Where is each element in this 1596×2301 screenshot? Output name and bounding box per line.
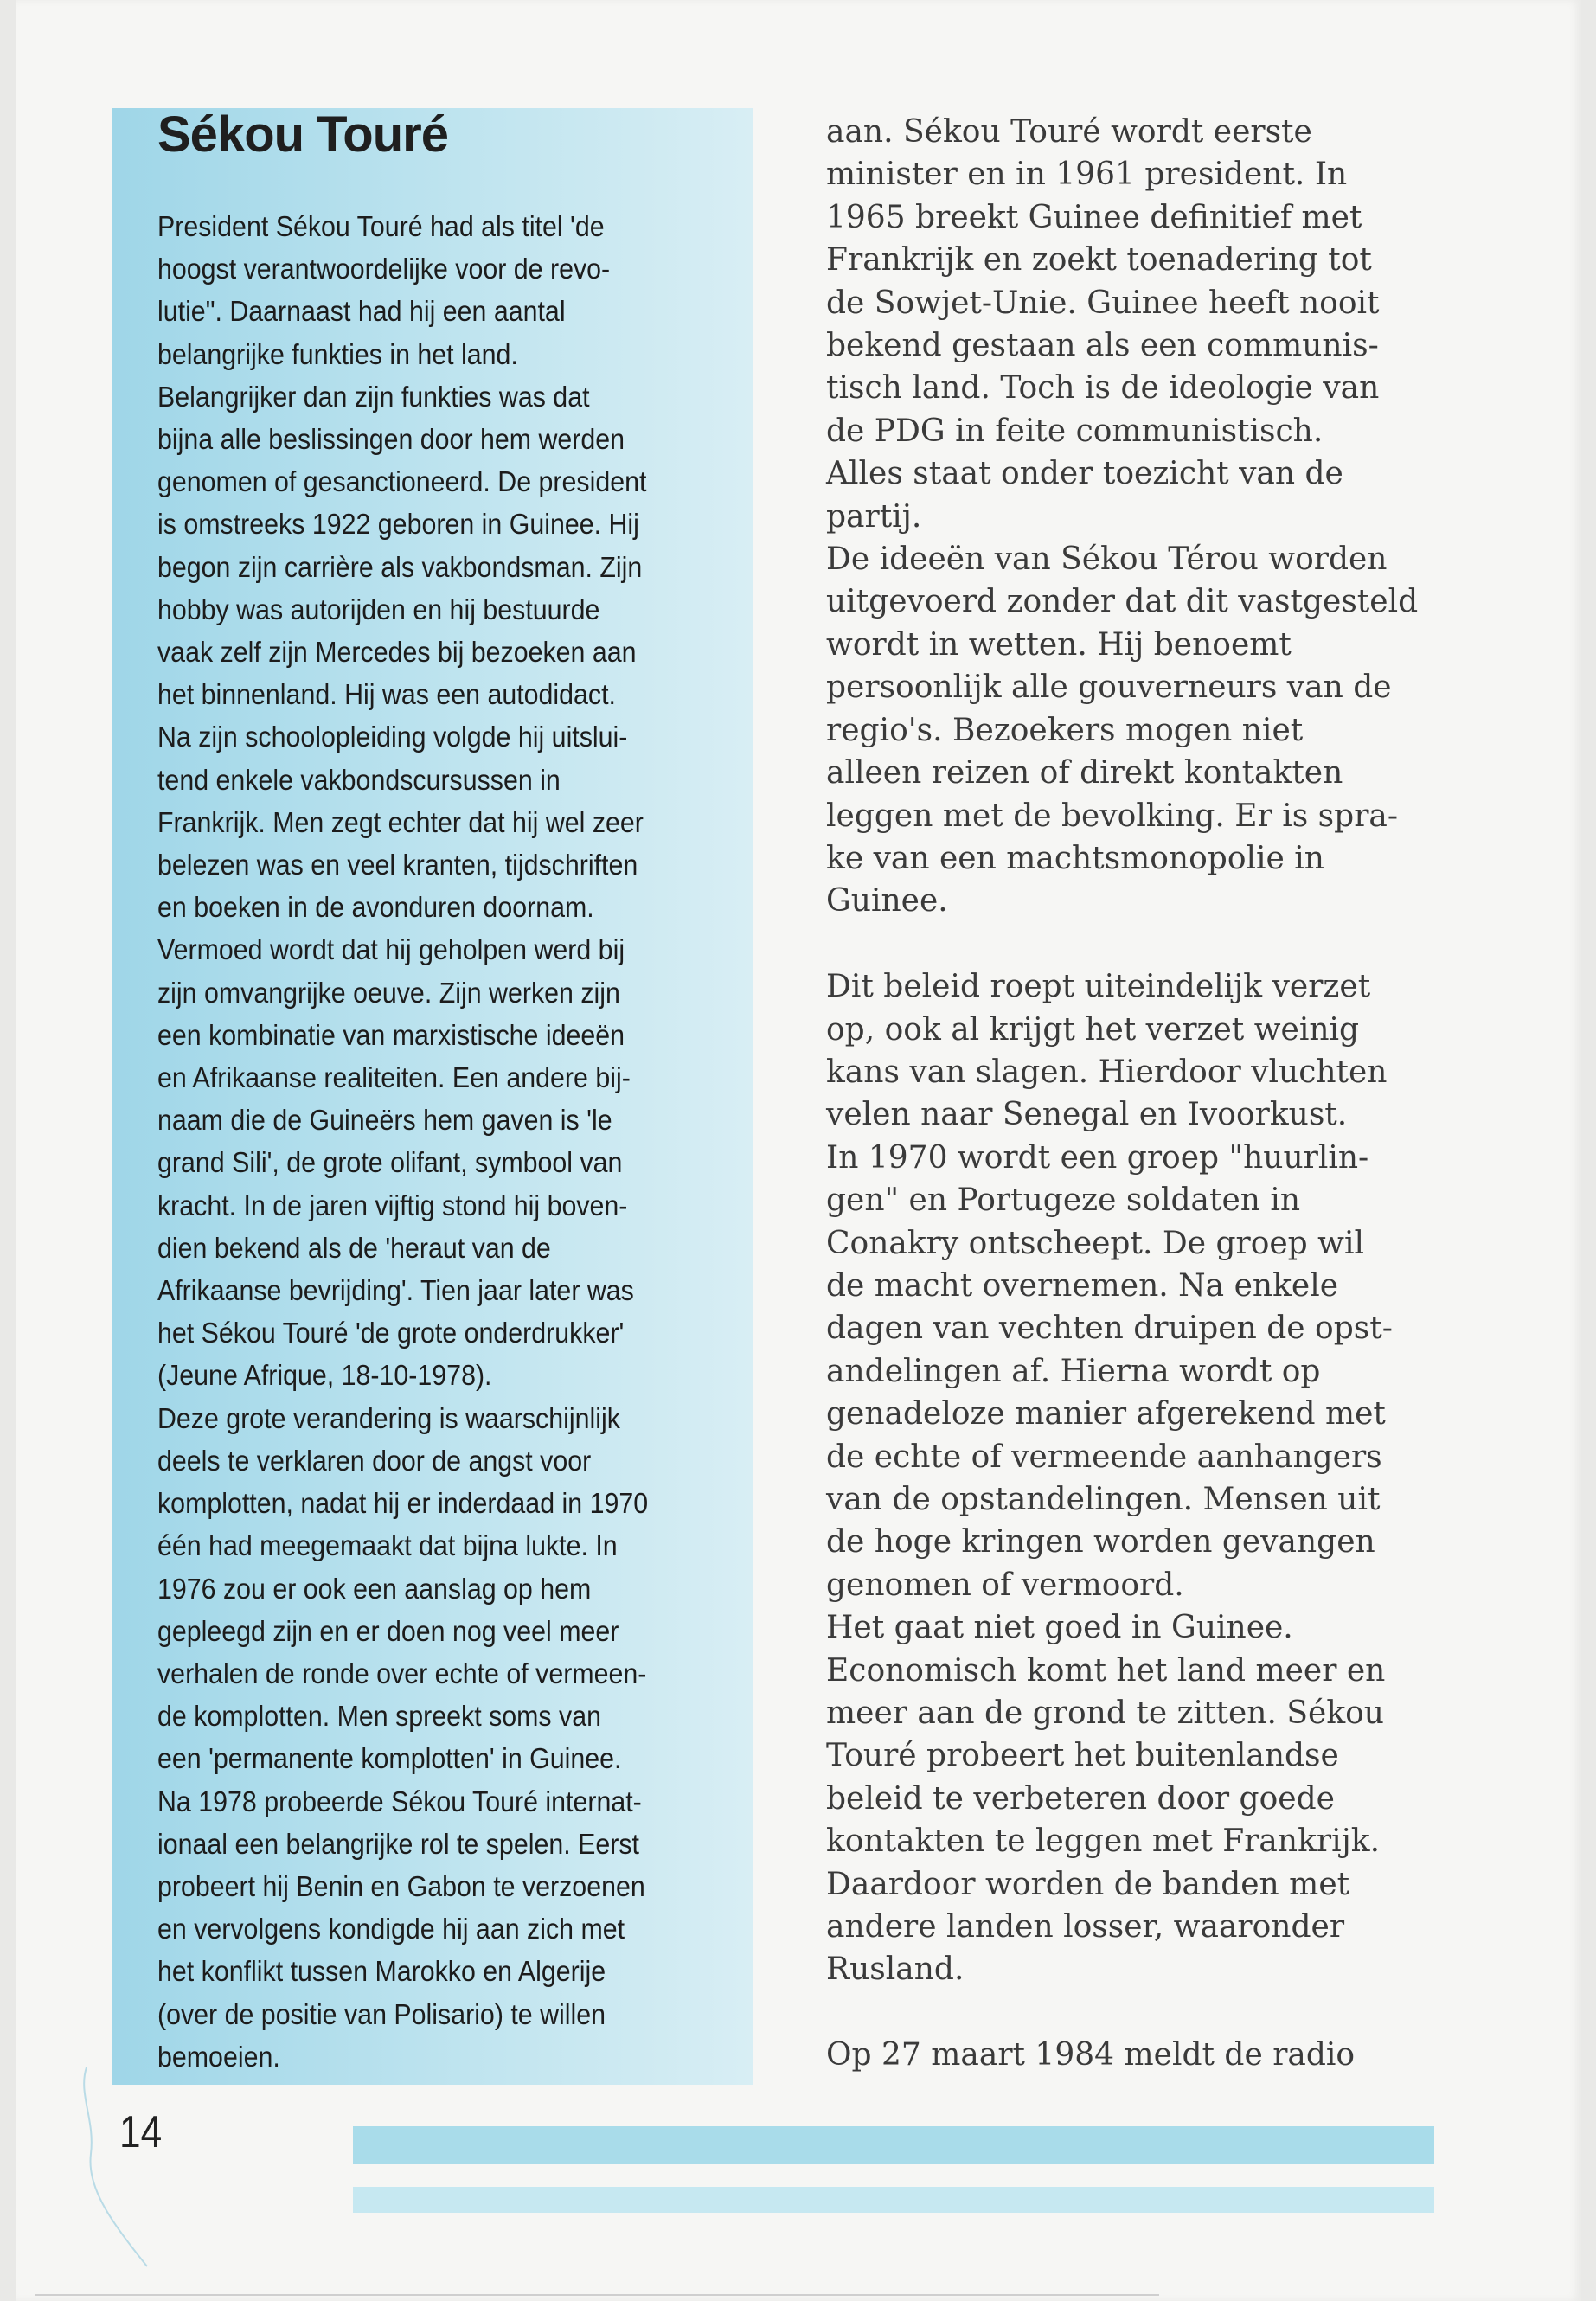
main-line: Dit beleid roept uiteindelijk verzet	[826, 969, 1371, 1005]
sidebar-line: de komplotten. Men spreekt soms van	[157, 1700, 602, 1733]
main-line: aan. Sékou Touré wordt eerste	[826, 114, 1312, 150]
sidebar-line: bijna alle beslissingen door hem werden	[157, 423, 625, 456]
sidebar-line: President Sékou Touré had als titel 'de	[157, 210, 605, 242]
main-line: Het gaat niet goed in Guinee.	[826, 1610, 1293, 1646]
main-column	[826, 111, 1449, 2077]
main-line: alleen reizen of direkt kontakten	[826, 755, 1343, 792]
sidebar-line: zijn omvangrijke oeuve. Zijn werken zijn	[157, 976, 620, 1009]
main-line: Frankrijk en zoekt toenadering tot	[826, 242, 1372, 279]
main-line: tisch land. Toch is de ideologie van	[826, 370, 1380, 407]
sidebar-line: en vervolgens kondigde hij aan zich met	[157, 1913, 625, 1945]
main-line: Op 27 maart 1984 meldt de radio	[826, 2037, 1356, 2073]
sidebar-line: belangrijke funkties in het land.	[157, 337, 518, 370]
sidebar-line: één had meegemaakt dat bijna lukte. In	[157, 1529, 618, 1562]
main-line: de PDG in feite communistisch.	[826, 413, 1324, 449]
sidebar-line: hobby was autorijden en hij bestuurde	[157, 593, 600, 625]
main-line: In 1970 wordt een groep "huurlin-	[826, 1139, 1369, 1176]
sidebar-line: dien bekend als de 'heraut van de	[157, 1231, 551, 1264]
sidebar-line: begon zijn carrière als vakbondsman. Zijn	[157, 550, 643, 583]
main-line: uitgevoerd zonder dat dit vastgesteld	[826, 584, 1419, 620]
main-line: Guinee.	[826, 883, 948, 920]
sidebar-line: bemoeien.	[157, 2040, 280, 2073]
paragraph-gap	[826, 1991, 1449, 2034]
page-number: 14	[119, 2107, 163, 2157]
sidebar-line: (Jeune Afrique, 18-10-1978).	[157, 1359, 492, 1392]
sidebar-line: Belangrijker dan zijn funkties was dat	[157, 380, 590, 413]
sidebar-line: Afrikaanse bevrijding'. Tien jaar later was	[157, 1274, 634, 1307]
sidebar-line: verhalen de ronde over echte of vermeen-	[157, 1657, 647, 1689]
main-line: de macht overnemen. Na enkele	[826, 1267, 1339, 1304]
sidebar-line: gepleegd zijn en er doen nog veel meer	[157, 1614, 619, 1647]
main-line: genomen of vermoord.	[826, 1567, 1184, 1603]
main-line: beleid te verbeteren door goede	[826, 1780, 1335, 1817]
sidebar-title: Sékou Touré	[157, 106, 448, 163]
main-line: persoonlijk alle gouverneurs van de	[826, 670, 1392, 706]
sidebar-line: het binnenland. Hij was een autodidact.	[157, 678, 616, 711]
sidebar-line: het konflikt tussen Marokko en Algerije	[157, 1955, 606, 1988]
main-line: kontakten te leggen met Frankrijk.	[826, 1823, 1381, 1860]
sidebar-line: komplotten, nadat hij er inderdaad in 1970	[157, 1487, 649, 1520]
main-line: de echte of vermeende aanhangers	[826, 1439, 1382, 1475]
main-line: genadeloze manier afgerekend met	[826, 1396, 1386, 1433]
main-line: velen naar Senegal en Ivoorkust.	[826, 1097, 1348, 1133]
main-line: de hoge kringen worden gevangen	[826, 1524, 1375, 1561]
main-line: gen" en Portugeze soldaten in	[826, 1183, 1301, 1219]
africa-outline-icon	[52, 2059, 208, 2284]
main-line: Daardoor worden de banden met	[826, 1866, 1350, 1902]
sidebar-line: is omstreeks 1922 geboren in Guinee. Hij	[157, 508, 639, 541]
main-line: op, ook al krijgt het verzet weinig	[826, 1011, 1360, 1048]
footer-bar-lower	[353, 2187, 1434, 2213]
sidebar-line: Frankrijk. Men zegt echter dat hij wel zeer	[157, 805, 644, 838]
sidebar-line: ionaal een belangrijke rol te spelen. Eerst	[157, 1827, 639, 1860]
sidebar-line: Na 1978 probeerde Sékou Touré internat-	[157, 1785, 642, 1817]
main-line: minister en in 1961 president. In	[826, 157, 1348, 193]
sidebar-line: Deze grote verandering is waarschijnlijk	[157, 1401, 620, 1434]
sidebar-line: belezen was en veel kranten, tijdschriften	[157, 849, 638, 881]
paragraph-gap	[826, 923, 1449, 965]
sidebar-line: naam die de Guineërs hem gaven is 'le	[157, 1104, 612, 1137]
sidebar-line: een kombinatie van marxistische ideeën	[157, 1018, 625, 1051]
sidebar-line: een 'permanente komplotten' in Guinee.	[157, 1742, 622, 1775]
sidebar-line: grand Sili', de grote olifant, symbool van	[157, 1146, 623, 1179]
main-line: de Sowjet-Unie. Guinee heeft nooit	[826, 285, 1380, 321]
sidebar-line: (over de positie van Polisario) te willen	[157, 1997, 606, 2030]
main-line: De ideeën van Sékou Térou worden	[826, 542, 1388, 578]
main-line: Economisch komt het land meer en	[826, 1652, 1386, 1689]
sidebar-line: tend enkele vakbondscursussen in	[157, 763, 561, 796]
footer-bar	[353, 2126, 1434, 2164]
sidebar-line: probeert hij Benin en Gabon te verzoenen	[157, 1869, 645, 1902]
main-line: andelingen af. Hierna wordt op	[826, 1353, 1321, 1389]
main-line: van de opstandelingen. Mensen uit	[826, 1481, 1381, 1517]
sidebar-line: deels te verklaren door de angst voor	[157, 1444, 592, 1477]
sidebar-line: 1976 zou er ook een aanslag op hem	[157, 1572, 592, 1605]
sidebar-line: vaak zelf zijn Mercedes bij bezoeken aan	[157, 636, 637, 669]
sidebar-line: en Afrikaanse realiteiten. Een andere bij-	[157, 1061, 631, 1094]
main-line: 1965 breekt Guinee definitief met	[826, 199, 1362, 235]
main-line: Conakry ontscheept. De groep wil	[826, 1225, 1365, 1261]
sidebar-line: Na zijn schoolopleiding volgde hij uitslui-	[157, 721, 628, 753]
main-line: Touré probeert het buitenlandse	[826, 1738, 1339, 1774]
sidebar-line: Vermoed wordt dat hij geholpen werd bij	[157, 933, 625, 966]
sidebar-body	[157, 205, 746, 2078]
main-line: dagen van vechten druipen de opst-	[826, 1311, 1393, 1347]
main-line: ke van een machtsmonopolie in	[826, 840, 1324, 876]
main-line: partij.	[826, 498, 922, 535]
bottom-rule	[35, 2294, 1159, 2296]
main-line: leggen met de bevolking. Er is spra-	[826, 798, 1399, 834]
main-line: regio's. Bezoekers mogen niet	[826, 712, 1304, 748]
main-line: Alles staat onder toezicht van de	[826, 456, 1343, 492]
sidebar-line: het Sékou Touré 'de grote onderdrukker'	[157, 1317, 625, 1349]
main-line: kans van slagen. Hierdoor vluchten	[826, 1054, 1388, 1090]
sidebar-line: hoogst verantwoordelijke voor de revo-	[157, 253, 611, 285]
main-line: meer aan de grond te zitten. Sékou	[826, 1695, 1384, 1732]
sidebar-line: kracht. In de jaren vijftig stond hij boven-	[157, 1189, 628, 1221]
main-line: andere landen losser, waaronder	[826, 1909, 1345, 1945]
main-line: Rusland.	[826, 1952, 965, 1988]
sidebar-line: lutie". Daarnaast had hij een aantal	[157, 295, 566, 328]
sidebar-line: en boeken in de avonduren doornam.	[157, 891, 594, 924]
main-line: bekend gestaan als een communis-	[826, 328, 1379, 364]
sidebar-line: genomen of gesanctioneerd. De president	[157, 465, 647, 498]
main-line: wordt in wetten. Hij benoemt	[826, 626, 1292, 663]
